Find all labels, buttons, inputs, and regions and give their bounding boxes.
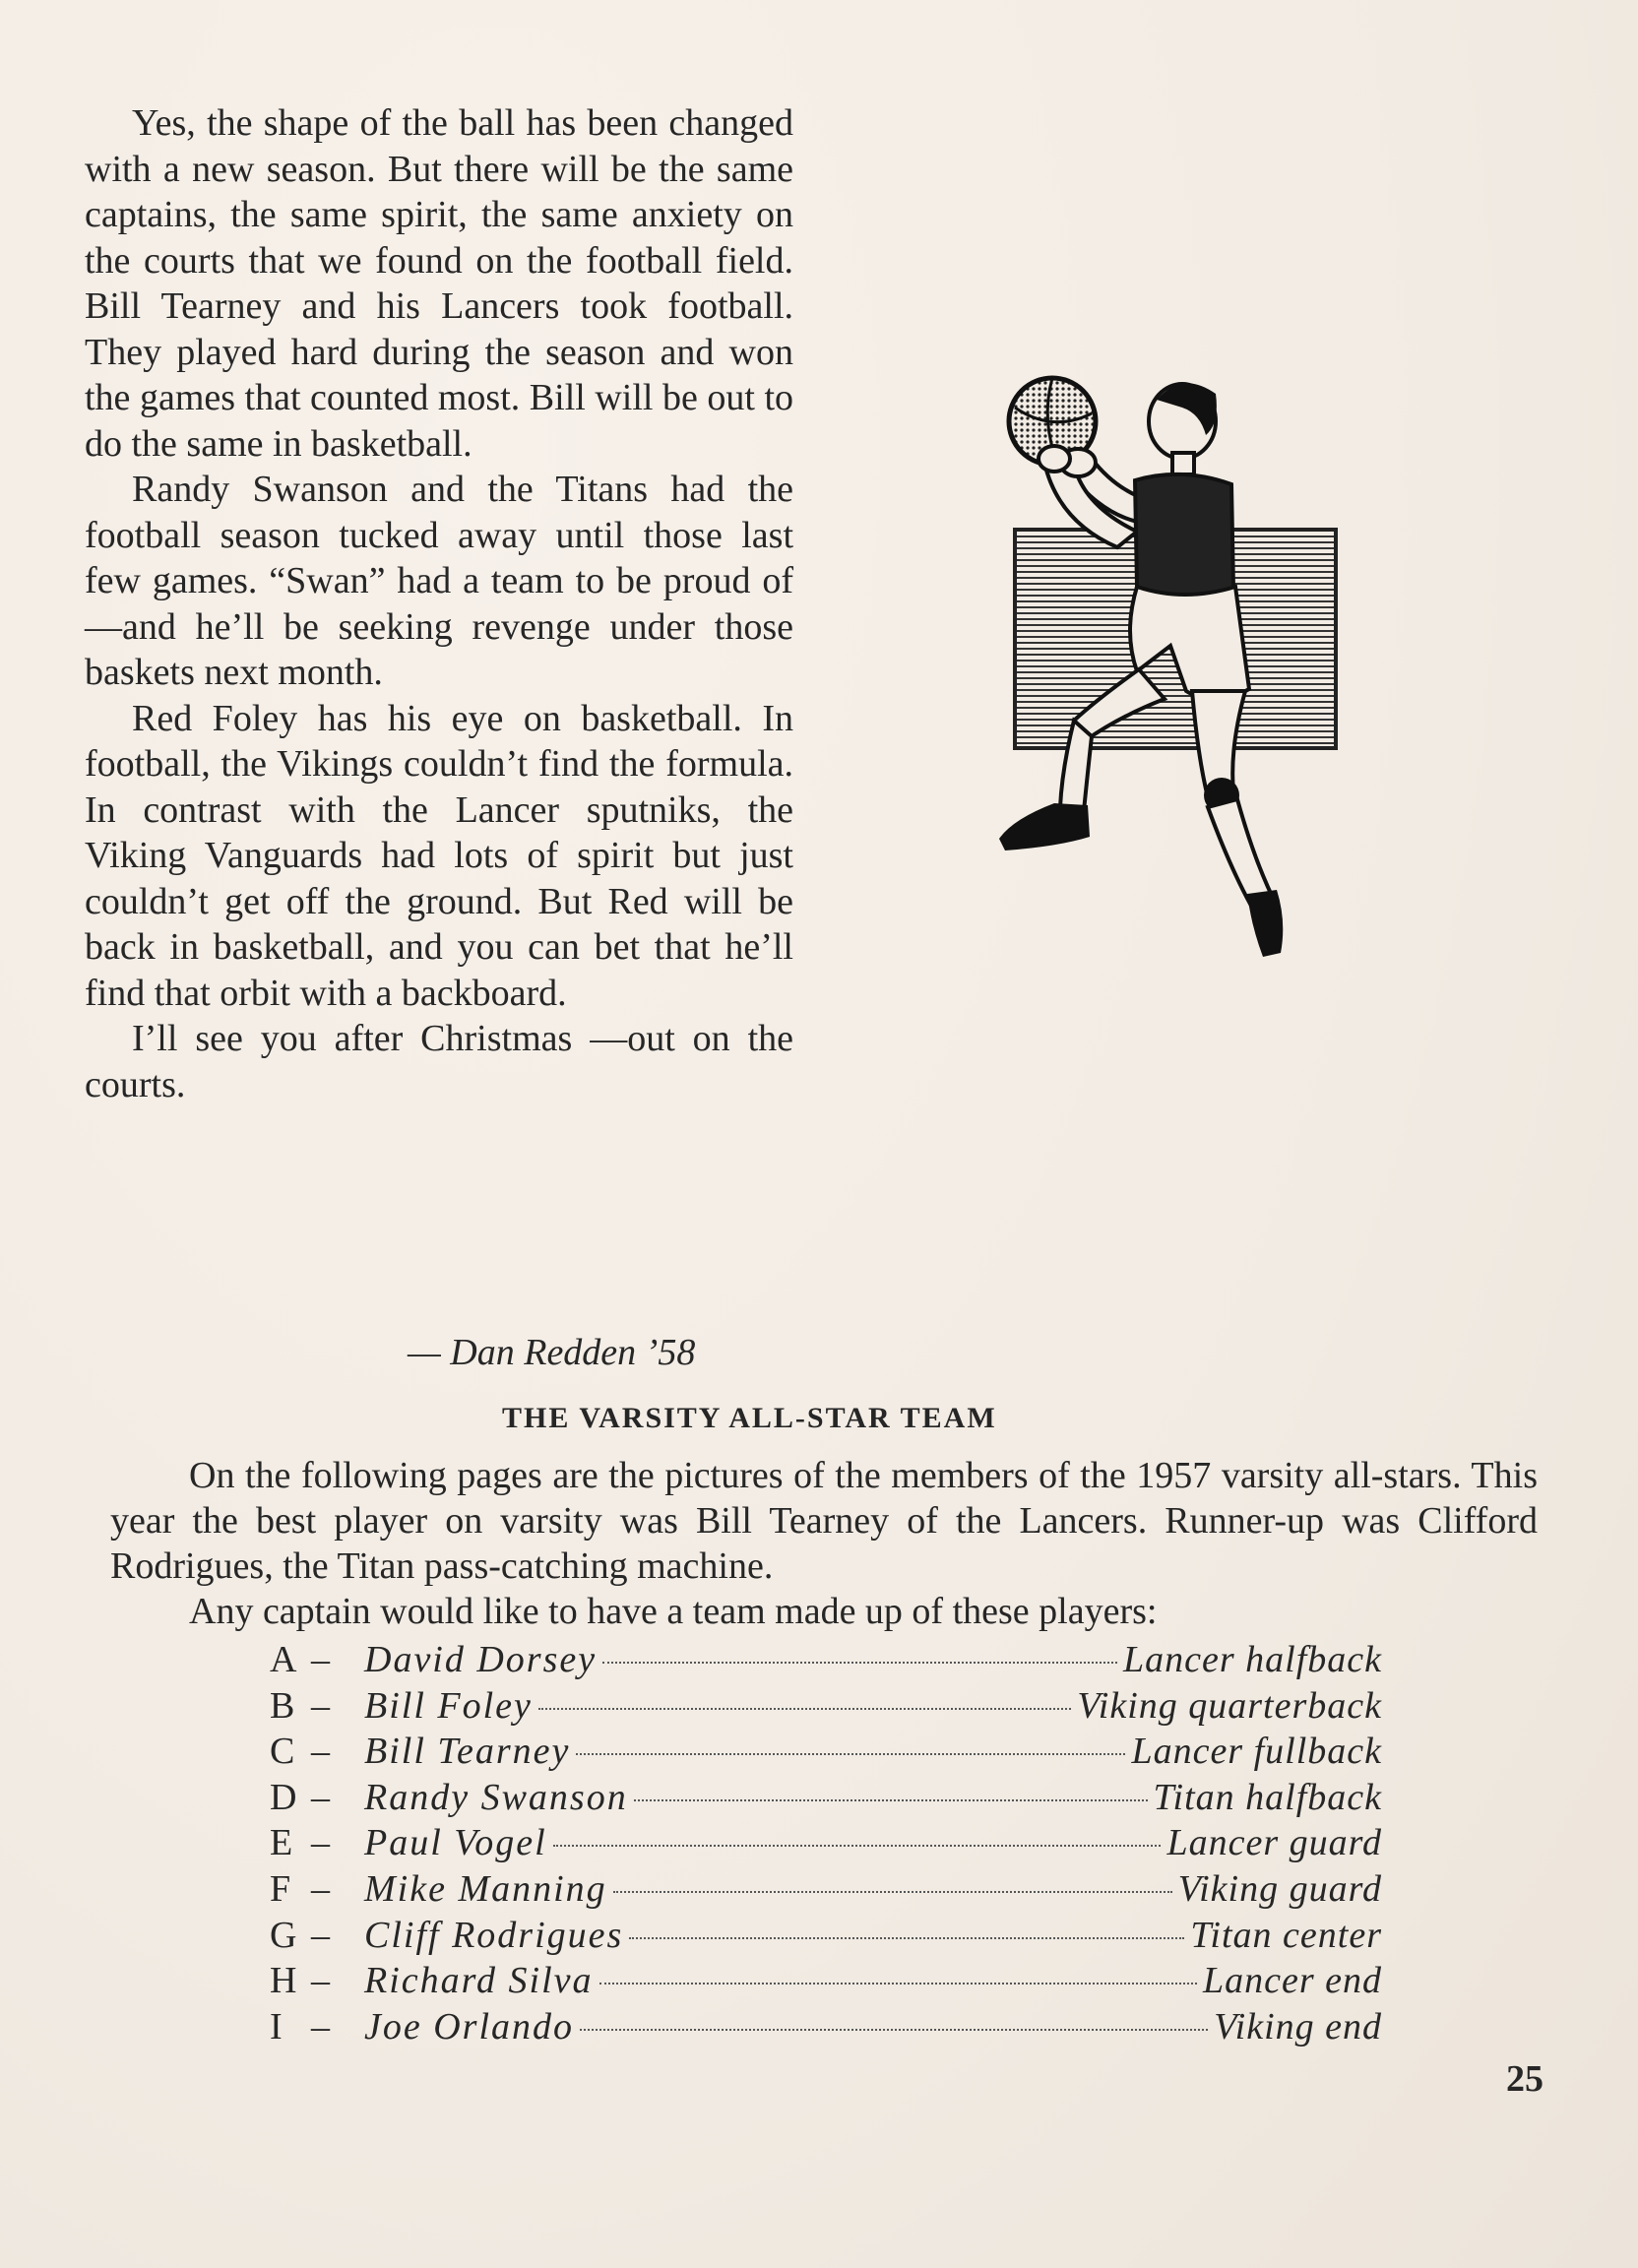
roster-row	[270, 1638, 1382, 1684]
roster-letter: A	[270, 1639, 297, 1680]
leader-dots	[538, 1708, 1072, 1710]
roster-row	[270, 2005, 1382, 2051]
roster-name: Richard Silva	[364, 1960, 594, 2002]
roster-row	[270, 1776, 1382, 1822]
roster-position: Titan center	[1190, 1914, 1382, 1956]
roster-name: Cliff Rodrigues	[364, 1914, 624, 1956]
roster-list	[270, 1638, 1382, 2050]
roster-row	[270, 1730, 1382, 1776]
section-intro	[110, 1453, 1538, 1634]
roster-dash: –	[311, 1776, 330, 1818]
roster-row	[270, 1914, 1382, 1960]
roster-dash: –	[311, 1684, 330, 1727]
roster-dash: –	[311, 1822, 330, 1864]
roster-dash: –	[311, 1914, 330, 1956]
roster-dash: –	[311, 1639, 330, 1680]
roster-dash: –	[311, 1960, 330, 2002]
roster-position: Viking quarterback	[1077, 1684, 1382, 1727]
roster-position: Lancer fullback	[1131, 1731, 1382, 1773]
roster-dash: –	[311, 1867, 330, 1910]
roster-position: Viking end	[1214, 2005, 1382, 2048]
roster-name: Bill Tearney	[364, 1731, 571, 1773]
section-title: THE VARSITY ALL-STAR TEAM	[502, 1402, 997, 1434]
roster-position: Lancer halfback	[1122, 1639, 1382, 1680]
roster-row	[270, 1959, 1382, 2005]
leader-dots	[599, 1983, 1197, 1984]
roster-dash: –	[311, 2005, 330, 2048]
article-paragraph-4: I’ll see you after Christmas —out on the courts.	[85, 1018, 793, 1105]
roster-row	[270, 1684, 1382, 1731]
roster-letter: F	[270, 1867, 291, 1910]
roster-name: Paul Vogel	[364, 1822, 547, 1864]
roster-name: Joe Orlando	[364, 2005, 575, 2048]
intro-paragraph-2: Any captain would like to have a team made up of these players:	[189, 1591, 1158, 1632]
leader-dots	[602, 1662, 1117, 1664]
basketball-player-icon	[989, 374, 1344, 965]
article-paragraph-1: Yes, the shape of the ball has been changed with a new season. But there will be the same captains, the same spirit, the same anxiety on the courts that we found on the football field. Bill Tearney and his Lancers took football. They played hard during the season and won the games that counted most. Bill will be out to do the same in basketball.	[85, 102, 793, 465]
roster-position: Lancer end	[1202, 1960, 1382, 2002]
roster-letter: G	[270, 1914, 297, 1956]
roster-name: Randy Swanson	[364, 1776, 628, 1818]
leader-dots	[634, 1799, 1148, 1801]
leader-dots	[613, 1891, 1172, 1893]
roster-row	[270, 1867, 1382, 1914]
article	[85, 100, 793, 1107]
roster-name: Mike Manning	[364, 1867, 607, 1910]
roster-letter: D	[270, 1776, 297, 1818]
article-paragraph-2: Randy Swanson and the Titans had the football season tucked away until those last few games. “Swan” had a team to be proud of —and he’ll be seeking revenge under those baskets next month.	[85, 469, 793, 693]
roster-letter: H	[270, 1960, 297, 2002]
roster-row	[270, 1821, 1382, 1867]
roster-name: David Dorsey	[364, 1639, 598, 1680]
roster-position: Lancer guard	[1166, 1822, 1382, 1864]
leader-dots	[553, 1845, 1162, 1847]
roster-name: Bill Foley	[364, 1684, 533, 1727]
leader-dots	[576, 1753, 1125, 1755]
roster-letter: B	[270, 1684, 295, 1727]
roster-position: Titan halfback	[1153, 1776, 1382, 1818]
article-paragraph-3: Red Foley has his eye on basketball. In football, the Vikings couldn’t find the formula. In contrast with the Lancer sputniks, the Viking Vanguards had lots of spirit but just couldn’t get off the ground. But Red will be back in basketball, and you can bet that he’ll find that orbit with a backboard.	[85, 697, 793, 1014]
roster-position: Viking guard	[1177, 1867, 1382, 1910]
roster-letter: C	[270, 1731, 295, 1773]
roster-letter: E	[270, 1822, 293, 1864]
intro-paragraph-1: On the following pages are the pictures of the members of the 1957 varsity all-stars. This year the best player on varsity was Bill Tearney of the Lancers. Runner-up was Clifford Rodrigues, the Titan pass-catching machine.	[110, 1455, 1538, 1587]
byline: — Dan Redden ’58	[408, 1332, 696, 1373]
roster-dash: –	[311, 1731, 330, 1773]
leader-dots	[629, 1937, 1184, 1939]
leader-dots	[580, 2029, 1208, 2031]
roster-letter: I	[270, 2005, 283, 2048]
page-number: 25	[1506, 2058, 1544, 2100]
